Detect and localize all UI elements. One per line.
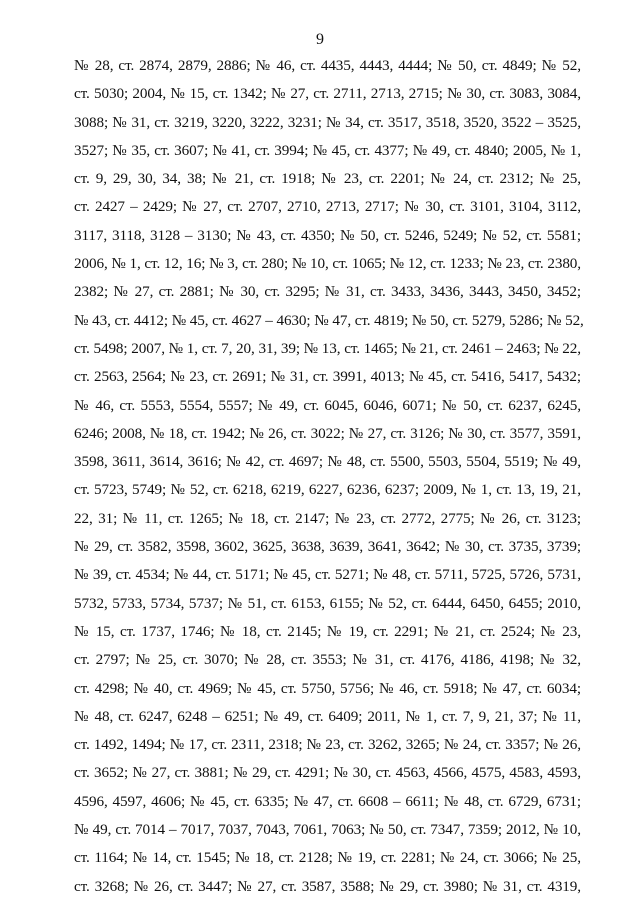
text-line: 2006, № 1, ст. 12, 16; № 3, ст. 280; № 10, ст. 1065; № 12, ст. 1233; № 23, ст. 2380,	[74, 255, 581, 273]
text-line: 5732, 5733, 5734, 5737; № 51, ст. 6153, 6155; № 52, ст. 6444, 6450, 6455; 2010,	[74, 594, 581, 612]
text-line: ст. 3652; № 27, ст. 3881; № 29, ст. 4291; № 30, ст. 4563, 4566, 4575, 4583, 4593,	[74, 764, 581, 782]
text-line: ст. 2797; № 25, ст. 3070; № 28, ст. 3553; № 31, ст. 4176, 4186, 4198; № 32,	[74, 651, 581, 669]
text-line: ст. 1164; № 14, ст. 1545; № 18, ст. 2128; № 19, ст. 2281; № 24, ст. 3066; № 25,	[74, 849, 581, 867]
text-line: 4596, 4597, 4606; № 45, ст. 6335; № 47, ст. 6608 – 6611; № 48, ст. 6729, 6731;	[74, 792, 581, 810]
text-line: № 28, ст. 2874, 2879, 2886; № 46, ст. 4435, 4443, 4444; № 50, ст. 4849; № 52,	[74, 57, 581, 74]
text-line: № 29, ст. 3582, 3598, 3602, 3625, 3638, 3639, 3641, 3642; № 30, ст. 3735, 3739;	[74, 538, 581, 556]
text-line: № 49, ст. 7014 – 7017, 7037, 7043, 7061, 7063; № 50, ст. 7347, 7359; 2012, № 10,	[74, 821, 581, 839]
text-line: 22, 31; № 11, ст. 1265; № 18, ст. 2147; № 23, ст. 2772, 2775; № 26, ст. 3123;	[74, 509, 581, 527]
text-line: ст. 5498; 2007, № 1, ст. 7, 20, 31, 39; № 13, ст. 1465; № 21, ст. 2461 – 2463; № 22,	[74, 339, 581, 357]
text-line: 3117, 3118, 3128 – 3130; № 43, ст. 4350; № 50, ст. 5246, 5249; № 52, ст. 5581;	[74, 226, 581, 244]
text-line: ст. 1492, 1494; № 17, ст. 2311, 2318; № 23, ст. 3262, 3265; № 24, ст. 3357; № 26,	[74, 736, 581, 754]
text-line: ст. 2563, 2564; № 23, ст. 2691; № 31, ст. 3991, 4013; № 45, ст. 5416, 5417, 5432;	[74, 368, 581, 386]
body-text	[74, 52, 584, 901]
text-line: ст. 4298; № 40, ст. 4969; № 45, ст. 5750, 5756; № 46, ст. 5918; № 47, ст. 6034;	[74, 679, 581, 697]
text-line: 3527; № 35, ст. 3607; № 41, ст. 3994; № 45, ст. 4377; № 49, ст. 4840; 2005, № 1,	[74, 141, 581, 159]
text-line: 3598, 3611, 3614, 3616; № 42, ст. 4697; № 48, ст. 5500, 5503, 5504, 5519; № 49,	[74, 453, 581, 471]
text-line: ст. 5723, 5749; № 52, ст. 6218, 6219, 6227, 6236, 6237; 2009, № 1, ст. 13, 19, 21,	[74, 481, 581, 499]
page-number: 9	[316, 31, 324, 48]
text-line: ст. 9, 29, 30, 34, 38; № 21, ст. 1918; № 23, ст. 2201; № 24, ст. 2312; № 25,	[74, 170, 581, 188]
text-line: 2382; № 27, ст. 2881; № 30, ст. 3295; № 31, ст. 3433, 3436, 3443, 3450, 3452;	[74, 283, 581, 301]
text-line: ст. 2427 – 2429; № 27, ст. 2707, 2710, 2713, 2717; № 30, ст. 3101, 3104, 3112,	[74, 198, 581, 216]
text-line: № 43, ст. 4412; № 45, ст. 4627 – 4630; № 47, ст. 4819; № 50, ст. 5279, 5286; № 52,	[74, 311, 584, 329]
text-line: 6246; 2008, № 18, ст. 1942; № 26, ст. 3022; № 27, ст. 3126; № 30, ст. 3577, 3591,	[74, 424, 581, 442]
text-line: № 15, ст. 1737, 1746; № 18, ст. 2145; № 19, ст. 2291; № 21, ст. 2524; № 23,	[74, 622, 581, 640]
text-line: ст. 5030; 2004, № 15, ст. 1342; № 27, ст. 2711, 2713, 2715; № 30, ст. 3083, 3084,	[74, 85, 581, 103]
text-line: № 46, ст. 5553, 5554, 5557; № 49, ст. 6045, 6046, 6071; № 50, ст. 6237, 6245,	[74, 396, 581, 414]
text-line: ст. 3268; № 26, ст. 3447; № 27, ст. 3587, 3588; № 29, ст. 3980; № 31, ст. 4319,	[74, 877, 581, 895]
text-line: 3088; № 31, ст. 3219, 3220, 3222, 3231; № 34, ст. 3517, 3518, 3520, 3522 – 3525,	[74, 113, 581, 131]
text-line: № 48, ст. 6247, 6248 – 6251; № 49, ст. 6409; 2011, № 1, ст. 7, 9, 21, 37; № 11,	[74, 707, 581, 725]
text-line: № 39, ст. 4534; № 44, ст. 5171; № 45, ст. 5271; № 48, ст. 5711, 5725, 5726, 5731,	[74, 566, 581, 584]
